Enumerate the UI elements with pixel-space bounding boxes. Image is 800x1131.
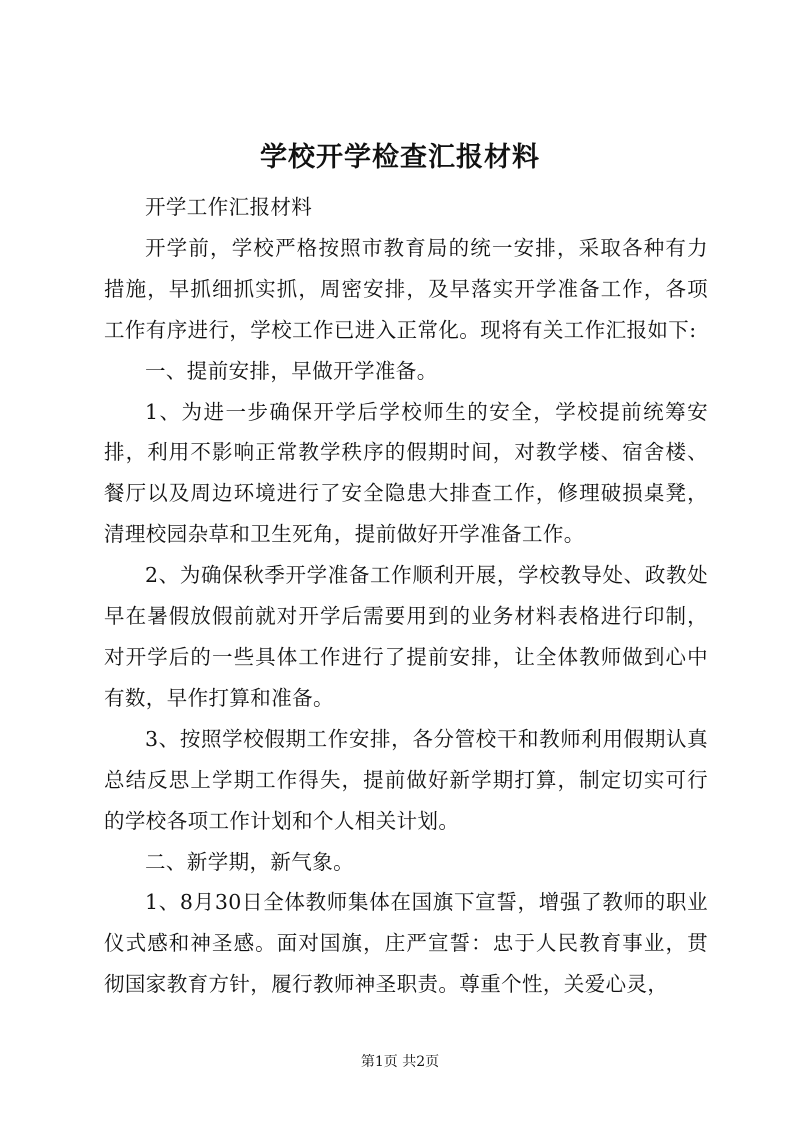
paragraph-subtitle: 开学工作汇报材料 bbox=[145, 195, 313, 219]
paragraph-item-1-3: 3、按照学校假期工作安排，各分管校干和教师利用假期认真总结反思上学期工作得失，提前做好新学期打算，制定切实可行的学校各项工作计划和个人相关计划。 bbox=[104, 726, 708, 833]
document-title: 学校开学检查汇报材料 bbox=[260, 142, 540, 173]
paragraph-intro: 开学前，学校严格按照市教育局的统一安排，采取各种有力措施，早抓细抓实抓，周密安排，及早落实开学准备工作，各项工作有序进行，学校工作已进入正常化。现将有关工作汇报如下: bbox=[104, 235, 708, 342]
section-heading-1: 一、提前安排，早做开学准备。 bbox=[145, 358, 438, 383]
paragraph-item-1-1: 1、为进一步确保开学后学校师生的安全，学校提前统筹安排，利用不影响正常教学秩序的假期时间，对教学楼、宿舍楼、餐厅以及周边环境进行了安全隐患大排查工作，修理破损桌凳，清理校园杂草和卫生死角，提前做好开学准备工作。 bbox=[104, 399, 708, 547]
page-number-label: 第1页 共2页 bbox=[360, 1054, 440, 1070]
paragraph-item-1-2: 2、为确保秋季开学准备工作顺利开展，学校教导处、政教处早在暑假放假前就对开学后需要用到的业务材料表格进行印制，对开学后的一些具体工作进行了提前安排，让全体教师做到心中有数，早作打算和准备。 bbox=[104, 563, 708, 710]
page-footer bbox=[0, 1052, 800, 1072]
section-heading-2: 二、新学期，新气象。 bbox=[145, 849, 354, 874]
paragraph-item-2-1: 1、8月30日全体教师集体在国旗下宣誓，增强了教师的职业仪式感和神圣感。面对国旗，庄严宣誓：忠于人民教育事业，贯彻国家教育方针，履行教师神圣职责。尊重个性，关爱心灵， bbox=[104, 890, 708, 997]
document-body bbox=[104, 187, 708, 1005]
